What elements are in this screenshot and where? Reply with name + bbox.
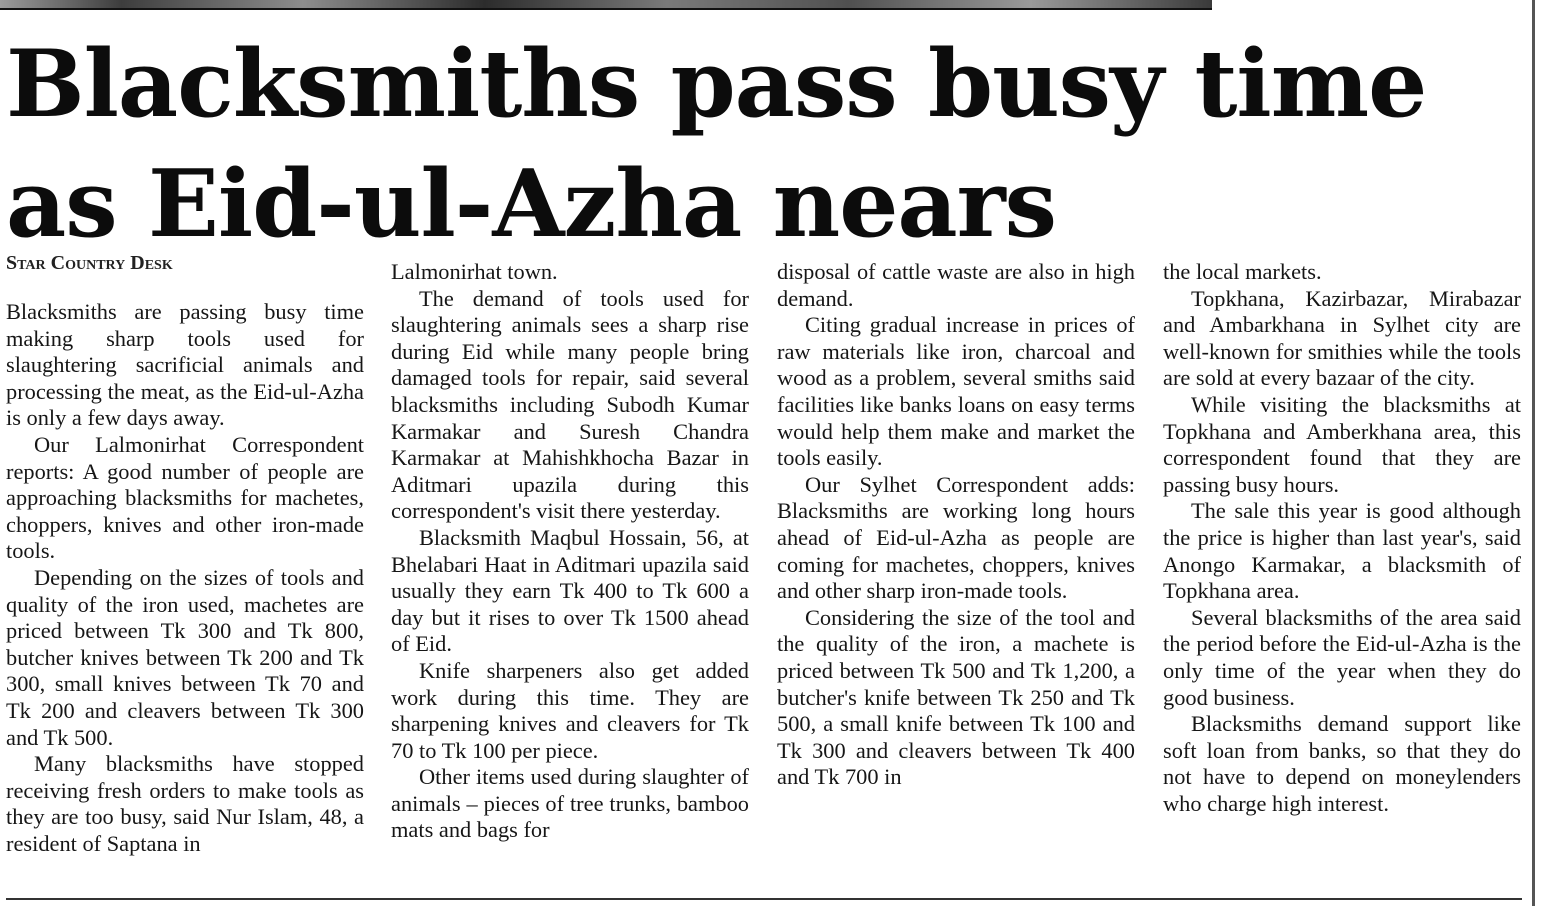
article-column-1 — [6, 299, 364, 857]
paragraph: Depending on the sizes of tools and quality of the iron used, machetes are priced between Tk 300 and Tk 800, butcher knives between Tk 200 and Tk 300, small knives between Tk 70 and Tk 200 and cleavers between Tk 300 and Tk 500. — [6, 564, 364, 750]
paragraph: While visiting the blacksmiths at Topkhana and Amberkhana area, this correspondent found that they are passing busy hours. — [1163, 391, 1521, 497]
paragraph: Blacksmith Maqbul Hossain, 56, at Bhelabari Haat in Aditmari upazila said usually they earn Tk 400 to Tk 600 a day but it rises to over Tk 1500 ahead of Eid. — [391, 524, 749, 657]
article-column-2 — [391, 259, 749, 844]
paragraph: Considering the size of the tool and the quality of the iron, a machete is priced between Tk 500 and Tk 1,200, a butcher's knife between Tk 250 and Tk 500, a small knife between Tk 100 and Tk 300 and cleavers between Tk 400 and Tk 700 in — [777, 604, 1135, 790]
byline: Star Country Desk — [6, 252, 173, 274]
paragraph: Our Sylhet Correspondent adds: Blacksmiths are working long hours ahead of Eid-ul-Azha as people are coming for machetes, choppers, knives and other sharp iron-made tools. — [777, 471, 1135, 604]
article-column-4 — [1163, 259, 1521, 817]
paragraph: The demand of tools used for slaughtering animals sees a sharp rise during Eid while many people bring damaged tools for repair, said several blacksmiths including Subodh Kumar Karmakar and Suresh Chandra Karmakar at Mahishkhocha Bazar in Aditmari upazila during this correspondent's visit there yesterday. — [391, 285, 749, 524]
paragraph: Lalmonirhat town. — [391, 259, 558, 284]
paragraph: disposal of cattle waste are also in high demand. — [777, 259, 1135, 311]
headline: Blacksmiths pass busy time as Eid-ul-Azha nears — [6, 29, 1427, 258]
paragraph: the local markets. — [1163, 259, 1322, 284]
paragraph: Other items used during slaughter of animals – pieces of tree trunks, bamboo mats and bags for — [391, 764, 749, 843]
paragraph: Topkhana, Kazirbazar, Mirabazar and Ambarkhana in Sylhet city are well-known for smithies while the tools are sold at every bazaar of the city. — [1163, 285, 1521, 391]
paragraph: Several blacksmiths of the area said the period before the Eid-ul-Azha is the only time of the year when they do good business. — [1163, 604, 1521, 710]
paragraph: Our Lalmonirhat Correspondent reports: A good number of people are approaching blacksmiths for machetes, choppers, knives and other iron-made tools. — [6, 431, 364, 564]
paragraph: Many blacksmiths have stopped receiving fresh orders to make tools as they are too busy, said Nur Islam, 48, a resident of Saptana in — [6, 751, 364, 856]
article-column-3 — [777, 259, 1135, 791]
paragraph: Knife sharpeners also get added work during this time. They are sharpening knives and cleavers for Tk 70 to Tk 100 per piece. — [391, 657, 749, 763]
paragraph: The sale this year is good although the price is higher than last year's, said Anongo Karmakar, a blacksmith of Topkhana area. — [1163, 498, 1521, 604]
bottom-rule — [6, 898, 1522, 900]
paragraph: Citing gradual increase in prices of raw materials like iron, charcoal and wood as a problem, several smiths said facilities like banks loans on easy terms would help them make and market the tools easily. — [777, 312, 1135, 471]
paragraph: Blacksmiths are passing busy time making sharp tools used for slaughtering sacrificial animals and processing the meat, as the Eid-ul-Azha is only a few days away. — [6, 299, 364, 431]
top-photo-edge — [0, 0, 1212, 10]
right-column-rule — [1532, 0, 1535, 906]
paragraph: Blacksmiths demand support like soft loan from banks, so that they do not have to depend on moneylenders who charge high interest. — [1163, 711, 1521, 816]
